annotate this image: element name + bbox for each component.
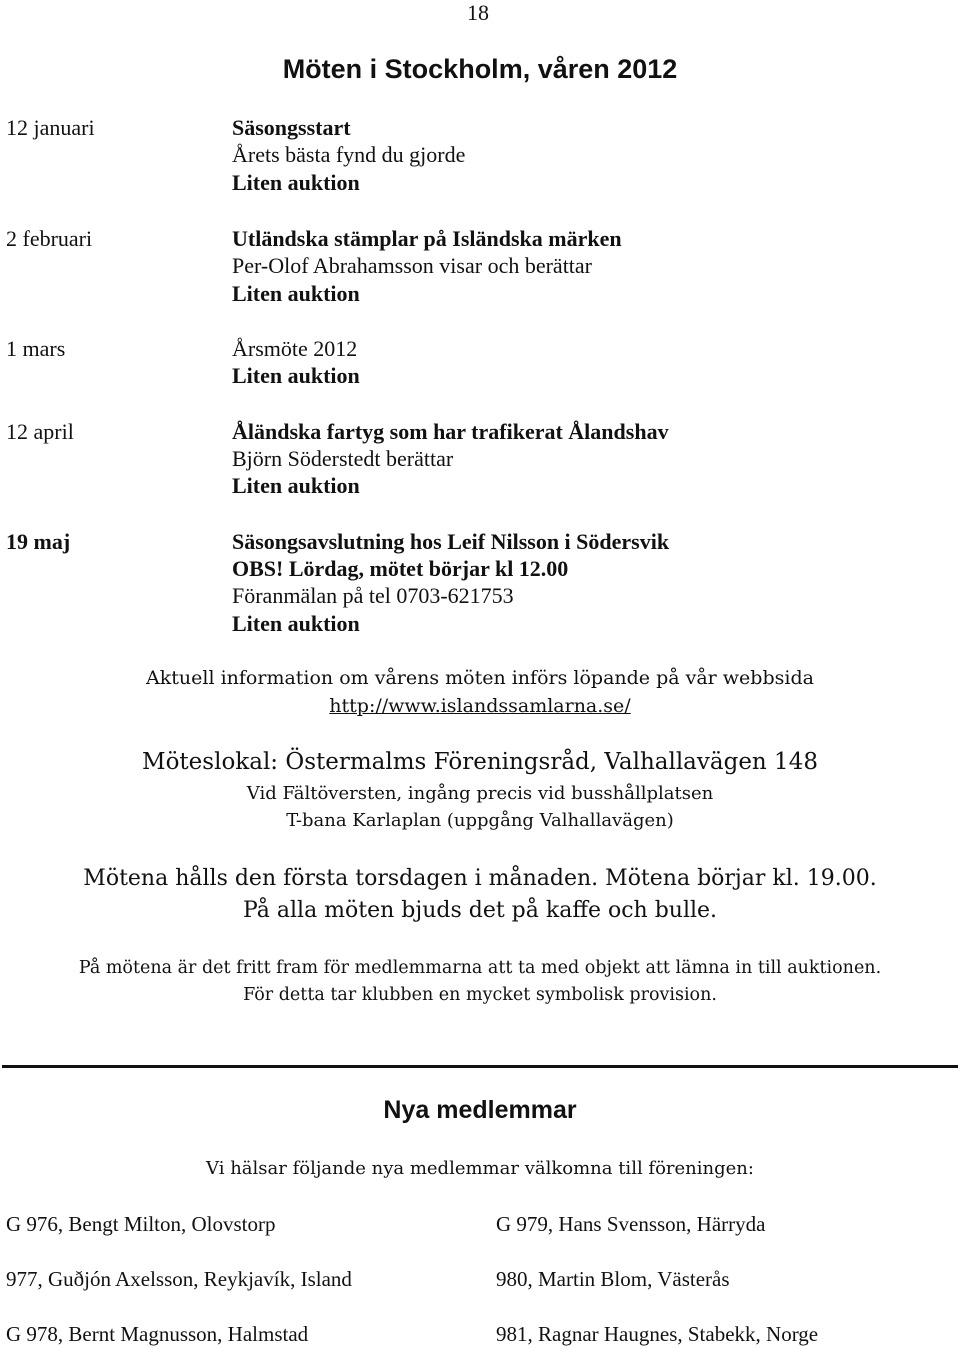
venue-directions: Vid Fältöversten, ingång precis vid busshållplatsen [246, 783, 714, 804]
event-title: Säsongsavslutning hos Leif Nilsson i Södersvik [232, 529, 670, 554]
page-title: Möten i Stockholm, våren 2012 [282, 54, 678, 84]
event-detail: Föranmälan på tel 0703-621753 [232, 583, 514, 608]
event-auction: Liten auktion [232, 170, 360, 195]
event-detail: Årets bästa fynd du gjorde [232, 142, 466, 167]
event-date: 19 maj [6, 529, 71, 554]
event-detail: Per-Olof Abrahamsson visar och berättar [232, 253, 593, 278]
info-text: Aktuell information om vårens möten införs löpande på vår webbsida [146, 667, 814, 689]
auction-note-provision: För detta tar klubben en mycket symbolisk provision. [243, 985, 717, 1005]
event-date: 12 januari [6, 115, 95, 140]
event-date: 1 mars [6, 336, 66, 361]
section-divider [2, 1065, 958, 1068]
event-title: Åländska fartyg som har trafikerat Ålandshav [232, 419, 669, 444]
meeting-refreshments: På alla möten bjuds det på kaffe och bulle. [242, 898, 718, 923]
auction-note: På mötena är det fritt fram för medlemmarna att ta med objekt att lämna in till auktionen. [78, 958, 882, 978]
member-entry: 977, Guðjón Axelsson, Reykjavík, Island [6, 1267, 352, 1291]
event-title: Säsongsstart [232, 115, 351, 140]
member-entry: G 976, Bengt Milton, Olovstorp [6, 1212, 276, 1236]
page-number: 18 [467, 0, 489, 25]
event-title: Utländska stämplar på Isländska märken [232, 226, 622, 251]
member-entry: 981, Ragnar Haugnes, Stabekk, Norge [496, 1322, 819, 1346]
event-title: Årsmöte 2012 [232, 336, 358, 361]
member-entry: G 978, Bernt Magnusson, Halmstad [6, 1322, 309, 1346]
event-auction: Liten auktion [232, 281, 360, 306]
event-notice: OBS! Lördag, mötet börjar kl 12.00 [232, 556, 569, 581]
event-auction: Liten auktion [232, 363, 360, 388]
event-date: 12 april [6, 419, 74, 444]
venue-address: Möteslokal: Östermalms Föreningsråd, Valhallavägen 148 [142, 749, 818, 775]
event-date: 2 februari [6, 226, 93, 251]
member-entry: 980, Martin Blom, Västerås [496, 1267, 730, 1291]
member-entry: G 979, Hans Svensson, Härryda [496, 1212, 766, 1236]
meeting-schedule: Mötena hålls den första torsdagen i månaden. Mötena börjar kl. 19.00. [83, 866, 877, 891]
section-title: Nya medlemmar [383, 1096, 577, 1124]
website-link[interactable]: http://www.islandssamlarna.se/ [329, 695, 631, 717]
event-auction: Liten auktion [232, 611, 360, 636]
venue-transit: T-bana Karlaplan (uppgång Valhallavägen) [286, 810, 674, 831]
event-detail: Björn Söderstedt berättar [232, 446, 454, 471]
welcome-text: Vi hälsar följande nya medlemmar välkomna till föreningen: [206, 1158, 754, 1179]
event-auction: Liten auktion [232, 473, 360, 498]
